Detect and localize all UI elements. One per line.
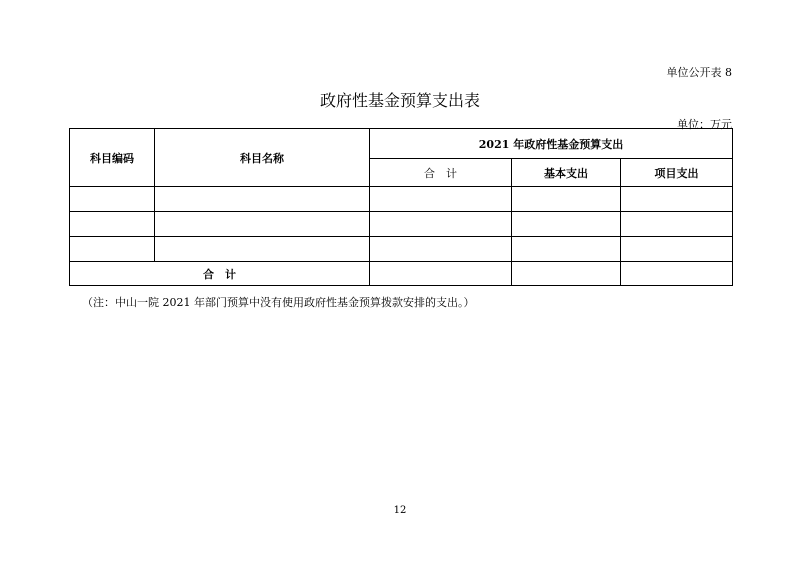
table-row [70, 237, 733, 262]
cell-basic [512, 187, 621, 212]
header-group: 2021 年政府性基金预算支出 [370, 129, 733, 159]
table-row [70, 187, 733, 212]
total-label: 合 计 [70, 262, 370, 286]
page-label: 单位公开表 8 [666, 66, 732, 79]
cell-code [70, 212, 155, 237]
page-number: 12 [393, 505, 407, 516]
total-row [70, 262, 733, 286]
table-note: （注：中山一院 2021 年部门预算中没有使用政府性基金预算拨款安排的支出。） [82, 296, 475, 309]
header-total: 合 计 [370, 159, 512, 187]
cell-total [370, 237, 512, 262]
cell-total [370, 187, 512, 212]
cell-name [155, 187, 370, 212]
total-value [370, 262, 512, 286]
cell-basic [512, 212, 621, 237]
header-basic: 基本支出 [512, 159, 621, 187]
budget-table [69, 128, 733, 286]
cell-project [621, 212, 733, 237]
cell-basic [512, 237, 621, 262]
cell-project [621, 187, 733, 212]
unit-label: 单位：万元 [677, 118, 732, 131]
total-project [621, 262, 733, 286]
total-basic [512, 262, 621, 286]
header-code: 科目编码 [70, 129, 155, 187]
cell-code [70, 187, 155, 212]
cell-name [155, 212, 370, 237]
page-title: 政府性基金预算支出表 [319, 91, 480, 110]
cell-code [70, 237, 155, 262]
cell-total [370, 212, 512, 237]
cell-project [621, 237, 733, 262]
table-row [70, 212, 733, 237]
cell-name [155, 237, 370, 262]
header-project: 项目支出 [621, 159, 733, 187]
header-name: 科目名称 [155, 129, 370, 187]
